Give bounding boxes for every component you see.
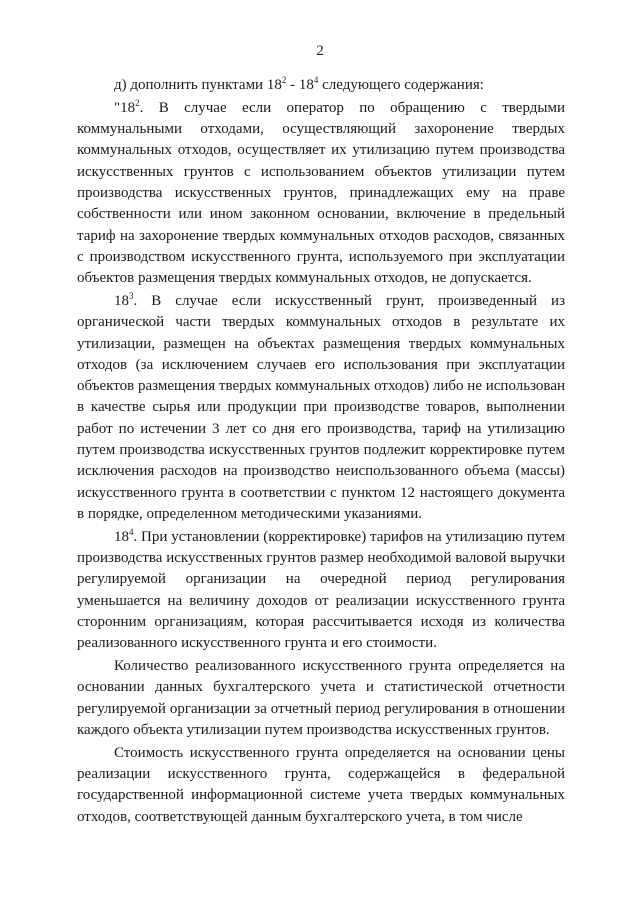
paragraph-lead: 18 [114, 292, 129, 309]
intro-sup-from: 2 [281, 75, 287, 85]
document-body [77, 75, 565, 828]
page-number: 2 [316, 43, 324, 59]
paragraph-text: . В случае если оператор по обращению с твердыми коммунальными отходами, осуществляющий захоронение твердых коммунальных отходов, осуществляет их утилизацию путем производства искусственных грунтов с использованием объектов утилизации путем производства искусственных грунтов, принадлежащих ему на праве собственности или ином законном основании, включение в предельный тариф на захоронение твердых коммунальных отходов расходов, связанных с производством искусственного грунта, используемого при эксплуатации объектов размещения твердых коммунальных отходов, не допускается. [77, 99, 565, 287]
paragraph-18-2 [77, 98, 565, 290]
paragraph-sup: 4 [129, 526, 134, 537]
paragraph-text: . В случае если искусственный грунт, произведенный из органической части твердых коммунальных отходов в результате их утилизации, размещен на объектах размещения твердых коммунальных отходов (за исключением случаев его использования при эксплуатации объектов размещения твердых коммунальных отходов) либо не использован в качестве сырья или продукции при производстве товаров, выполнении работ по истечении 3 лет со дня его производства, тариф на утилизацию путем производства искусственных грунтов подлежит корректировке путем исключения расходов на производство неиспользованного объема (массы) искусственного грунта в соответствии с пунктом 12 настоящего документа в порядке, определенном методическими указаниями. [77, 292, 565, 522]
paragraph-sup: 3 [129, 290, 134, 301]
paragraph-lead: "18 [114, 99, 136, 116]
paragraph-text: . При установлении (корректировке) тарифов на утилизацию путем производства искусственных грунтов размер необходимой валовой выручки регулируемой организации на очередной период регулирования уменьшается на величину доходов от реализации искусственного грунта сторонним организациям, которая рассчитывается исходя из количества реализованного искусственного грунта и его стоимости. [77, 528, 565, 652]
intro-text-before: д) дополнить пунктами 18 [114, 77, 282, 93]
paragraph-lead: 18 [114, 528, 129, 545]
intro-paragraph [77, 75, 565, 96]
paragraph-18-4 [77, 527, 565, 655]
paragraph-quantity [77, 656, 565, 741]
intro-sup-to: 4 [313, 75, 319, 85]
paragraph-sup: 2 [135, 97, 140, 108]
paragraph-text: Стоимость искусственного грунта определяется на основании цены реализации искусственного грунта, содержащейся в федеральной государственной информационной системе учета твердых коммунальных отходов, соответствующей данным бухгалтерского учета, в том числе [77, 744, 565, 825]
paragraph-18-3 [77, 291, 565, 525]
paragraph-cost [77, 743, 565, 828]
intro-text-after: следующего содержания: [318, 77, 484, 93]
intro-dash: - 18 [286, 77, 314, 93]
paragraph-text: Количество реализованного искусственного грунта определяется на основании данных бухгалтерского учета и статистической отчетности регулируемой организации за отчетный период регулирования в отношении каждого объекта утилизации путем производства искусственных грунтов. [77, 658, 565, 738]
